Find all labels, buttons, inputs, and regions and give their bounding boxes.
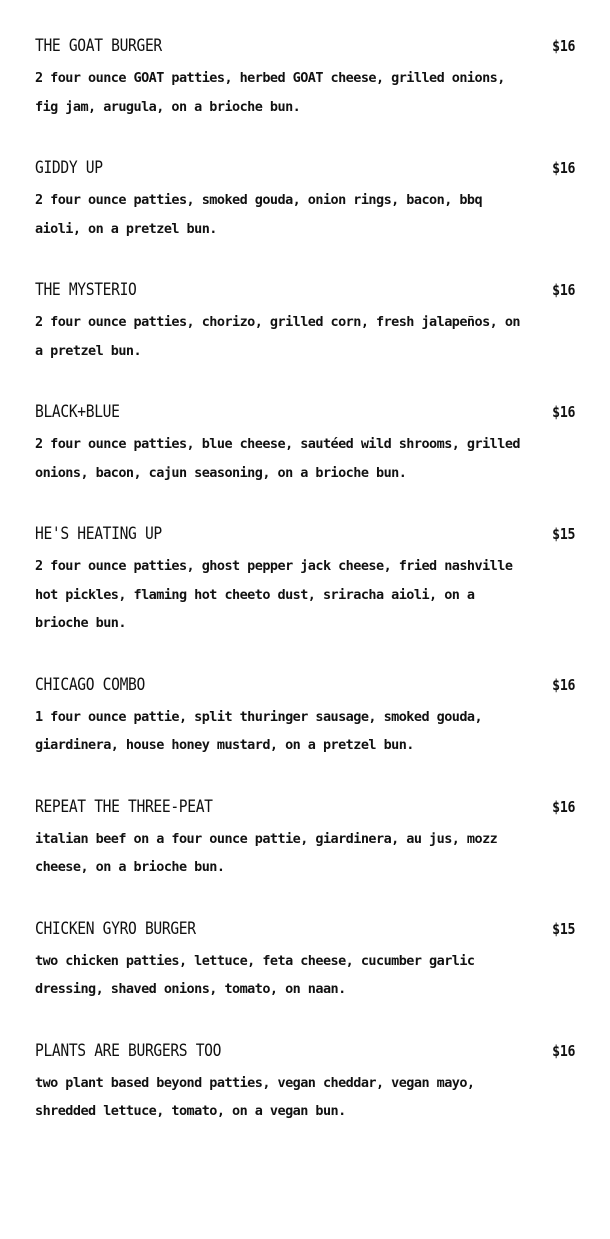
menu-item-name: PLANTS ARE BURGERS TOO bbox=[35, 1040, 222, 1061]
menu-item-price: $16 bbox=[551, 281, 575, 299]
menu-item-description: 2 four ounce patties, blue cheese, sautéed wild shrooms, grilled onions, bacon, cajun seasoning, on a brioche bun. bbox=[35, 436, 520, 481]
menu-item-description: 2 four ounce patties, chorizo, grilled corn, fresh jalapeños, on a pretzel bun. bbox=[35, 314, 520, 359]
menu-item-chicken-gyro-burger bbox=[35, 917, 575, 1004]
menu-item-header bbox=[35, 278, 575, 302]
menu-item-the-mysterio bbox=[35, 278, 575, 365]
menu-item-header bbox=[35, 795, 575, 819]
menu-item-name: BLACK+BLUE bbox=[35, 402, 120, 422]
menu-item-hes-heating-up bbox=[35, 522, 575, 638]
menu-item-price: $15 bbox=[551, 525, 575, 543]
menu-item-name: GIDDY UP bbox=[35, 158, 103, 178]
menu-item-description: italian beef on a four ounce pattie, giardinera, au jus, mozz cheese, on a brioche bun. bbox=[35, 830, 498, 875]
menu-item-price: $16 bbox=[551, 159, 575, 177]
menu-item-name: THE GOAT BURGER bbox=[35, 36, 162, 56]
menu-item-description: 1 four ounce pattie, split thuringer sausage, smoked gouda, giardinera, house honey mustard, on a pretzel bun. bbox=[35, 708, 483, 753]
menu-item-description: 2 four ounce GOAT patties, herbed GOAT cheese, grilled onions, fig jam, arugula, on a brioche bun. bbox=[35, 70, 505, 115]
menu-item-header bbox=[35, 156, 575, 180]
menu-item-price: $16 bbox=[551, 37, 575, 55]
menu-item-description: two chicken patties, lettuce, feta cheese, cucumber garlic dressing, shaved onions, tomato, on naan. bbox=[35, 952, 475, 997]
menu-item-name: THE MYSTERIO bbox=[35, 280, 137, 300]
menu-item-header bbox=[35, 522, 575, 546]
menu-item-price: $16 bbox=[551, 403, 575, 421]
menu-item-price: $16 bbox=[551, 797, 575, 816]
menu-item-plants-are-burgers-too bbox=[35, 1039, 575, 1126]
menu-item-header bbox=[35, 34, 575, 58]
menu-item-header bbox=[35, 400, 575, 424]
menu-item-price: $16 bbox=[551, 1041, 575, 1060]
menu-item-goat-burger bbox=[35, 34, 575, 121]
menu-item-name: HE'S HEATING UP bbox=[35, 524, 162, 544]
menu-item-name: CHICKEN GYRO BURGER bbox=[35, 918, 196, 939]
menu-item-header bbox=[35, 917, 575, 941]
menu-item-description: 2 four ounce patties, smoked gouda, onion rings, bacon, bbq aioli, on a pretzel bun. bbox=[35, 192, 483, 237]
menu-item-black-blue bbox=[35, 400, 575, 487]
menu-item-name: CHICAGO COMBO bbox=[35, 674, 145, 695]
menu-item-giddy-up bbox=[35, 156, 575, 243]
menu-item-repeat-the-three-peat bbox=[35, 795, 575, 882]
menu-item-chicago-combo bbox=[35, 673, 575, 760]
menu-item-description: two plant based beyond patties, vegan cheddar, vegan mayo, shredded lettuce, tomato, on a vegan bun. bbox=[35, 1074, 475, 1119]
menu-item-header bbox=[35, 1039, 575, 1063]
menu-item-name: REPEAT THE THREE-PEAT bbox=[35, 796, 213, 817]
menu-item-header bbox=[35, 673, 575, 697]
menu-item-price: $16 bbox=[551, 675, 575, 694]
menu-item-price: $15 bbox=[551, 919, 575, 938]
menu-item-description: 2 four ounce patties, ghost pepper jack cheese, fried nashville hot pickles, flaming hot cheeto dust, sriracha aioli, on a brioche bun. bbox=[35, 558, 513, 631]
